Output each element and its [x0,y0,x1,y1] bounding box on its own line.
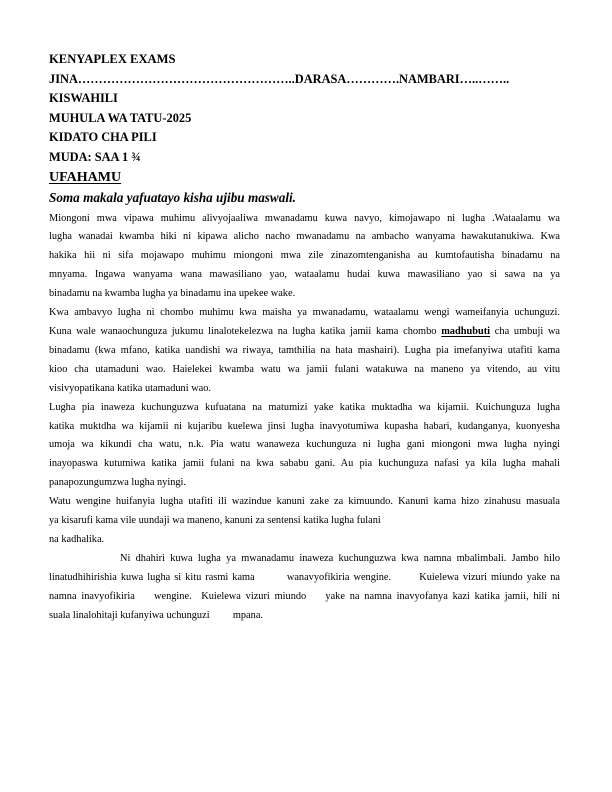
passage-line: Watu wengine huifanyia lugha utafiti ili wazindue kanuni zake za kimuundo. Kanuni kama hizo zinahusu masuala [49,496,560,508]
passage-line: Kwa ambavyo lugha ni chombo muhimu kwa maisha ya mwanadamu, wataalamu wengi wameifanyia uchunguzi. [49,307,560,319]
passage-line: hakika hii ni sifa mojawapo muhimu miongoni mwa zile zinazomtenganisha au kumtofautisha binadamu na [49,250,560,262]
passage-line: umoja wa kikundi cha watu, n.k. Pia watu wanaweza kuchunguza ni lugha gani miongoni mwa lugha nyingi [49,439,560,451]
passage-line: binadamu na kwamba lugha ya binadamu ina upekee wake. [49,288,296,300]
passage-line [49,323,560,342]
passage-line: namna inavyofikiria wengine. Kuielewa vizuri miundo yake na namna inavyofanya kazi katika jamii, hili ni [49,590,560,602]
subject-title: KISWAHILI [49,91,118,106]
passage-line: ya kisarufi kama vile uundaji wa maneno, kanuni za sentensi katika lugha fulani [49,515,381,527]
paragraph-2 [49,304,560,399]
passage-line: linatudhihirishia kuwa lugha si kitu rasmi kama wanavyofikiria wengine. Kuielewa vizuri miundo yake na [49,571,560,583]
passage-line: panapozungumzwa lugha nyingi. [49,477,187,489]
term-title: MUHULA WA TATU-2025 [49,110,192,125]
paragraph-3 [49,399,560,494]
passage-text: cha umbuji wa [490,326,560,337]
passage-line: inayopaswa kutumiwa katika jamii fulani na kwa sababu gani. Au pia kuchunguza nafasi ya kila lugha mahali [49,458,560,470]
passage-text: Kuna wale wanaochunguza jukumu linalotekelezwa na lugha katika jamii kama chombo [49,326,442,337]
passage-line: Lugha pia inaweza kuchunguzwa kufuatana na matumizi yake katika muktadha wa kijamii. Kuichunguza lugha [49,401,560,413]
student-fields-line: JINA……………………………………………..DARASA………….NAMBARI…..…….. [49,71,510,86]
passage-line: Miongoni mwa vipawa muhimu alivyojaaliwa mwanadamu kuwa navyo, kimojawapo ni lugha .Wataalamu wa [49,212,560,224]
passage-line: kioo cha utamaduni wao. Haielekei kwamba watu wa jamii fulani watakuwa na maneno ya vitendo, au vitu [49,363,560,375]
passage-line: mnyama. Ingawa wanyama wana mawasiliano yao, wataalamu hudai kuwa mawasiliano yao si sawa na ya [49,269,560,281]
passage-line: visivyopatikana katika utamaduni wao. [49,382,212,394]
passage [49,210,560,626]
paragraph-1 [49,210,560,305]
section-title: UFAHAMU [49,169,122,185]
passage-line: lugha wanadai kwamba hiki ni kipawa alicho nacho mwanadamu na ambacho wanyama hawakutanukiwa. Kwa [49,231,560,243]
form-title: KIDATO CHA PILI [49,130,157,145]
paragraph-5 [49,550,560,626]
paragraph-4 [49,493,560,550]
exam-org-title: KENYAPLEX EXAMS [49,52,176,66]
passage-line: binadamu (kwa mfano, katika uandishi wa riwaya, tamthilia na hata mashairi). Lugha pia imefanyiwa utafiti kama [49,344,560,356]
duration-title: MUDA: SAA 1 ¾ [49,149,141,164]
passage-line: katika muktdha wa kijamii ni kujaribu kuelewa jinsi lugha inavyotumiwa kupasha habari, kudanganya, kuonyesha [49,420,560,432]
passage-line: Ni dhahiri kuwa lugha ya mwanadamu inaweza kuchunguzwa kwa namna mbalimbali. Jambo hilo [120,552,560,564]
highlighted-keyword: madhubuti [441,326,491,337]
exam-page [49,50,560,626]
passage-line: suala linalohitaji kufanyiwa uchunguzi mpana. [49,609,264,621]
section-instruction: Soma makala yafuatayo kisha ujibu maswali. [49,189,296,205]
passage-line: na kadhalika. [49,533,105,545]
